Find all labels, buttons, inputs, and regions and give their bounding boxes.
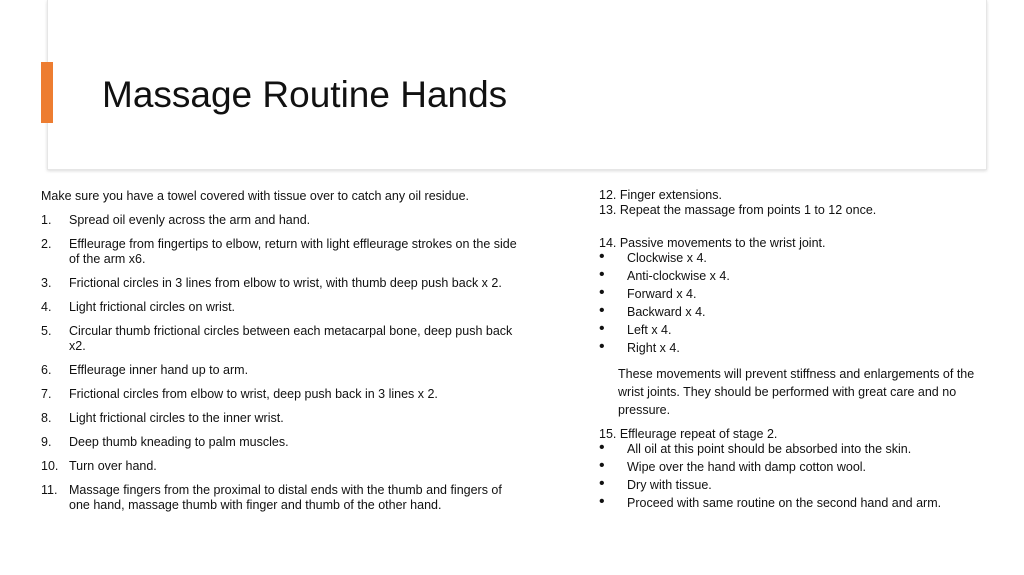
wrist-movement-item: • Backward x 4.: [599, 305, 979, 320]
wrist-movement-item: • Right x 4.: [599, 341, 979, 356]
step-text: Circular thumb frictional circles between each metacarpal bone, deep push back x2.: [69, 324, 513, 353]
step-text: Frictional circles in 3 lines from elbow to wrist, with thumb deep push back x 2.: [69, 276, 502, 290]
step-number: 7.: [41, 387, 52, 401]
step-number: 8.: [41, 411, 52, 425]
final-step-item: • Dry with tissue.: [599, 478, 979, 493]
wrist-movement-item: • Left x 4.: [599, 323, 979, 338]
step-item: [41, 237, 526, 267]
step-text: Frictional circles from elbow to wrist, deep push back in 3 lines x 2.: [69, 387, 438, 401]
step-item: [41, 300, 526, 315]
step-item: [41, 483, 526, 513]
step-text: Spread oil evenly across the arm and hand.: [69, 213, 311, 227]
step-item: [41, 324, 526, 354]
step-number: 2.: [41, 237, 52, 251]
step-item: [41, 213, 526, 228]
step-item: [41, 411, 526, 426]
step-number: 11.: [41, 483, 58, 497]
final-steps-list: [599, 442, 979, 511]
step-text: Massage fingers from the proximal to distal ends with the thumb and fingers of one hand, massage thumb with finger and thumb of the other hand.: [69, 483, 502, 512]
step-item: [41, 363, 526, 378]
step-item: [41, 276, 526, 291]
wrist-movement-item: • Anti-clockwise x 4.: [599, 269, 979, 284]
step-item: [41, 435, 526, 450]
final-step-item: • Proceed with same routine on the second hand and arm.: [599, 496, 979, 511]
left-column: [41, 189, 526, 522]
step-text: Light frictional circles on wrist.: [69, 300, 236, 314]
step-text: Effleurage inner hand up to arm.: [69, 363, 249, 377]
final-step-item: • Wipe over the hand with damp cotton wool.: [599, 460, 979, 475]
step-14: 14. Passive movements to the wrist joint.: [599, 236, 826, 250]
step-number: 10.: [41, 459, 59, 473]
step-text: Turn over hand.: [69, 459, 157, 473]
step-number: 3.: [41, 276, 52, 290]
step-number: 9.: [41, 435, 52, 449]
step-15: 15. Effleurage repeat of stage 2.: [599, 427, 778, 441]
step-number: 1.: [41, 213, 52, 227]
wrist-movements-list: [599, 251, 979, 356]
step-text: Effleurage from fingertips to elbow, return with light effleurage strokes on the side of the arm x6.: [69, 237, 517, 266]
wrist-movement-item: • Forward x 4.: [599, 287, 979, 302]
step-number: 5.: [41, 324, 52, 338]
step-item: [41, 387, 526, 402]
slide-title: Massage Routine Hands: [102, 74, 508, 115]
step-item: [41, 459, 526, 474]
step-number: 4.: [41, 300, 52, 314]
step-12: 12. Finger extensions.: [599, 188, 722, 202]
wrist-note: These movements will prevent stiffness and enlargements of the wrist joints. They should be performed with great care and no pressure.: [618, 367, 975, 417]
intro-text: Make sure you have a towel covered with tissue over to catch any oil residue.: [41, 189, 469, 203]
title-accent-bar: [41, 62, 53, 123]
wrist-movement-item: • Clockwise x 4.: [599, 251, 979, 266]
step-number: 6.: [41, 363, 52, 377]
steps-list: [41, 213, 526, 513]
step-text: Light frictional circles to the inner wrist.: [69, 411, 284, 425]
final-step-item: • All oil at this point should be absorbed into the skin.: [599, 442, 979, 457]
right-column: [599, 188, 979, 514]
step-13: 13. Repeat the massage from points 1 to 12 once.: [599, 203, 877, 217]
step-text: Deep thumb kneading to palm muscles.: [69, 435, 289, 449]
